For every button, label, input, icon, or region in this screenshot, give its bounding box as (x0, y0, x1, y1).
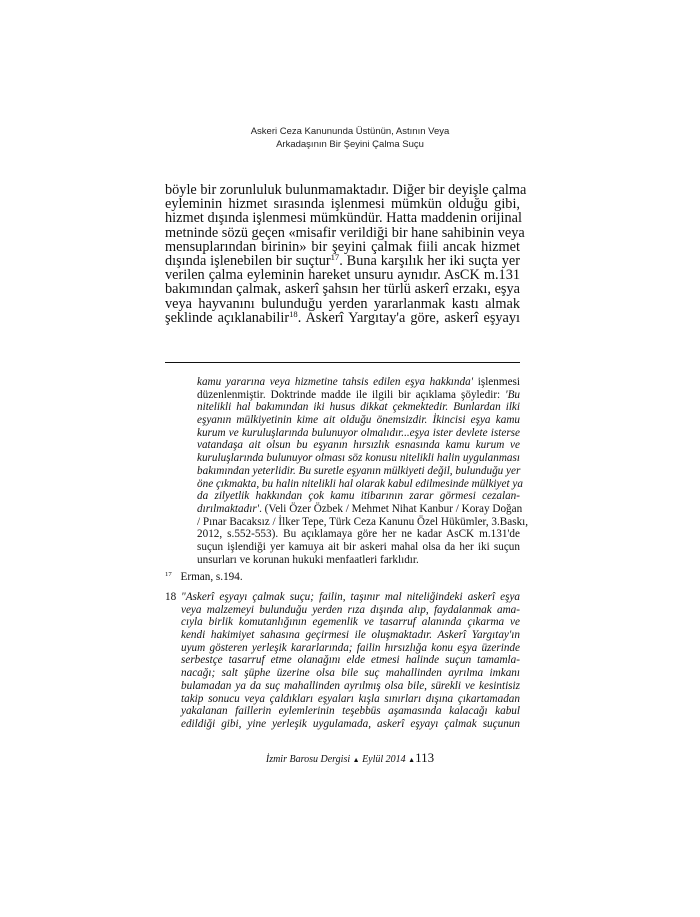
text-line (181, 604, 520, 617)
text-segment: nacağı; salt şüphe üzerine olsa bile suç mahallinden ayrılma imkanı (181, 667, 520, 680)
text-segment: bakımından çalmak, askerî şahsın her türlü askerî erzakı, eşya (165, 281, 520, 298)
text-segment: . Buna karşılık her iki suçta yer (339, 252, 520, 269)
text-segment: . Askerî Yargıtay'a göre, askerî eşyayı (297, 309, 520, 326)
text-segment: "Askerî eşyayı çalmak suçu; failin, taşınır mal niteliğindeki askerî eşya (181, 591, 520, 603)
text-line (197, 389, 520, 402)
text-segment: . (Veli Özer Özbek / Mehmet Nihat Kanbur / Koray Doğan (259, 502, 523, 515)
separator-icon: ▲ (408, 756, 416, 764)
text-line (165, 182, 527, 198)
footnote-16-continued (197, 376, 529, 566)
text-segment: unsurları ve korunan hukuki menfaatleri farklıdır. (197, 553, 419, 566)
text-line (197, 439, 520, 452)
text-line (181, 591, 520, 604)
text-line (165, 282, 520, 296)
text-line (197, 515, 529, 529)
text-line (165, 308, 520, 326)
footnote-18 (181, 591, 520, 731)
text-line (165, 240, 520, 254)
text-line (181, 642, 520, 655)
text-line (197, 490, 520, 503)
text-line (181, 654, 520, 667)
text-segment: veya malzemeyi bulunduğu yerden rıza dışında alıp, faydalanmak ama- (181, 603, 520, 616)
text-line (165, 297, 520, 311)
text-line (197, 554, 520, 567)
text-segment: böyle bir zorunluluk bulunmamaktadır. Diğer bir deyişle çalma (165, 182, 527, 198)
text-line (197, 465, 520, 478)
text-line (165, 251, 520, 269)
footnote-reference: 18 (289, 308, 298, 319)
text-line (181, 667, 520, 680)
text-segment: şeklinde açıklanabilir (165, 309, 290, 326)
text-segment: kurum ve kuruluşlarında bulunuyor olmalıdır...eşya ister devlete isterse (197, 426, 520, 439)
footnote-17 (165, 571, 243, 583)
text-segment: suçun işlendiği yer kamuya ait bir askeri mahal olsa da her iki suçun (197, 540, 520, 553)
page-footer (0, 750, 700, 766)
text-line (165, 224, 525, 241)
text-segment: takip sonucu veya çaldıkları eşyaları kışla sınırları dışına çıkartamadan (181, 692, 520, 705)
text-segment: bakımından yeterlidir. Bu suretle eşyanın mülkiyeti değil, bulunduğu yer (197, 464, 521, 477)
text-line (197, 502, 523, 516)
text-segment: eyleminin hizmet sırasında işlenmesi mümkün olduğu gibi, (165, 196, 520, 213)
text-segment: metninde sözü geçen «misafir verildiği bir hane sahibinin veya (165, 224, 525, 241)
running-header-line-2: Arkadaşının Bir Şeyini Çalma Suçu (276, 139, 424, 150)
text-line (197, 376, 520, 389)
footnote-divider (165, 362, 520, 363)
text-segment: uyum gösteren yerleşik kararlarında; failin hırsızlığa konu eşya üzerinde (181, 641, 520, 654)
text-line (165, 268, 520, 282)
text-segment: 2012, s.552-553). Bu açıklamaya göre her ne kadar AsCK m.131'de (197, 528, 520, 541)
text-segment: yakalanan faillerin eylemlerinin teşebbüs aşamasında kalacağı kabul (181, 705, 520, 718)
text-segment: cıyla birlik komutanlığının egemenlik ve tasarruf alanında çıkarma ve (181, 616, 520, 629)
text-segment: / Pınar Bacaksız / İlker Tepe, Türk Ceza Kanunu Özel Hükümler, 3.Baskı, (197, 515, 529, 528)
text-segment: 'Bu (505, 388, 520, 401)
text-segment: verilen çalma eyleminin hareket unsuru aynıdır. AsCK m.131 (165, 267, 520, 284)
text-segment: da zilyetlik hakkından çok kamu itibarının zarar görmesi cezalan- (197, 490, 520, 503)
page-number: 113 (415, 750, 435, 765)
text-line (197, 401, 520, 414)
text-line (165, 197, 520, 211)
body-text (165, 182, 527, 326)
footnote-18-mark: 18 (165, 591, 177, 603)
running-header-line-1: Askeri Ceza Kanununda Üstünün, Astının Veya (250, 126, 450, 137)
text-segment: nitelikli hal bakımından iki husus dikkat çekmektedir. Bunlardan ilki (197, 401, 520, 414)
text-segment: veya hayvanını bulunduğu yerden yararlanmak kastı almak (165, 295, 520, 312)
text-line (181, 680, 520, 693)
text-line (197, 477, 523, 491)
footnote-reference: 17 (330, 251, 340, 262)
text-line (197, 528, 520, 541)
separator-icon: ▲ (352, 756, 360, 764)
text-line (197, 452, 520, 465)
journal-name: İzmir Barosu Dergisi (265, 754, 351, 765)
text-segment: işlenmesi (473, 376, 520, 388)
text-segment: eşyanın mülkiyetinin kime ait olduğu önemsizdir. İkincisi eşya kamu (197, 414, 520, 427)
text-segment: düzenlenmiştir. Doktrinde madde ile ilgili bir açıklama şöyledir: (197, 388, 506, 401)
text-line (197, 541, 520, 554)
text-line (181, 705, 520, 718)
text-segment: bulamadan ya da suç mahallinden ayrılmış olsa bile, sürekli ve kesintisiz (181, 679, 520, 692)
text-line (181, 629, 520, 642)
text-segment: hizmet dışında işlenmesi mümkündür. Hatta maddenin orijinal (165, 210, 522, 227)
text-line (181, 718, 520, 731)
footnote-17-text: Erman, s.194. (180, 571, 243, 583)
text-line (181, 616, 520, 629)
text-segment: kendi hakimiyet sahasına geçirmesi ile oluşmaktadır. Askerî Yargıtay'ın (181, 629, 520, 642)
text-segment: dırılmaktadır' (197, 502, 260, 515)
text-segment: edildiği gibi, yine yerleşik uygulamada, askerî eşyayı çalmak suçunun (181, 717, 520, 730)
text-line (165, 211, 520, 225)
text-line (181, 693, 520, 706)
text-segment: dışında işlenebilen bir suçtur (165, 252, 331, 269)
text-segment: kamu yararına veya hizmetine tahsis edilen eşya hakkında' (197, 376, 474, 388)
text-line (197, 427, 520, 440)
text-line (197, 414, 520, 427)
footnote-17-mark: 17 (165, 570, 172, 578)
text-segment: mensuplarından birinin» bir şeyini çalmak fiili ancak hizmet (165, 238, 520, 255)
text-segment: serbestçe tasarruf etme olanağını elde etmesi halinde suçun tamamla- (181, 654, 520, 667)
text-segment: öne çıkmakta, bu halin nitelikli hal olarak kabul edilmesinde mülkiyet ya (197, 477, 523, 490)
text-segment: vatandaşa ait olsun bu eşyanın hırsızlık esnasında kamu kurum ve (197, 439, 520, 452)
text-segment: kuruluşlarında bulunuyor olması söz konusu nitelikli halin uygulanması (197, 452, 520, 465)
issue-date: Eylül 2014 (362, 754, 406, 765)
